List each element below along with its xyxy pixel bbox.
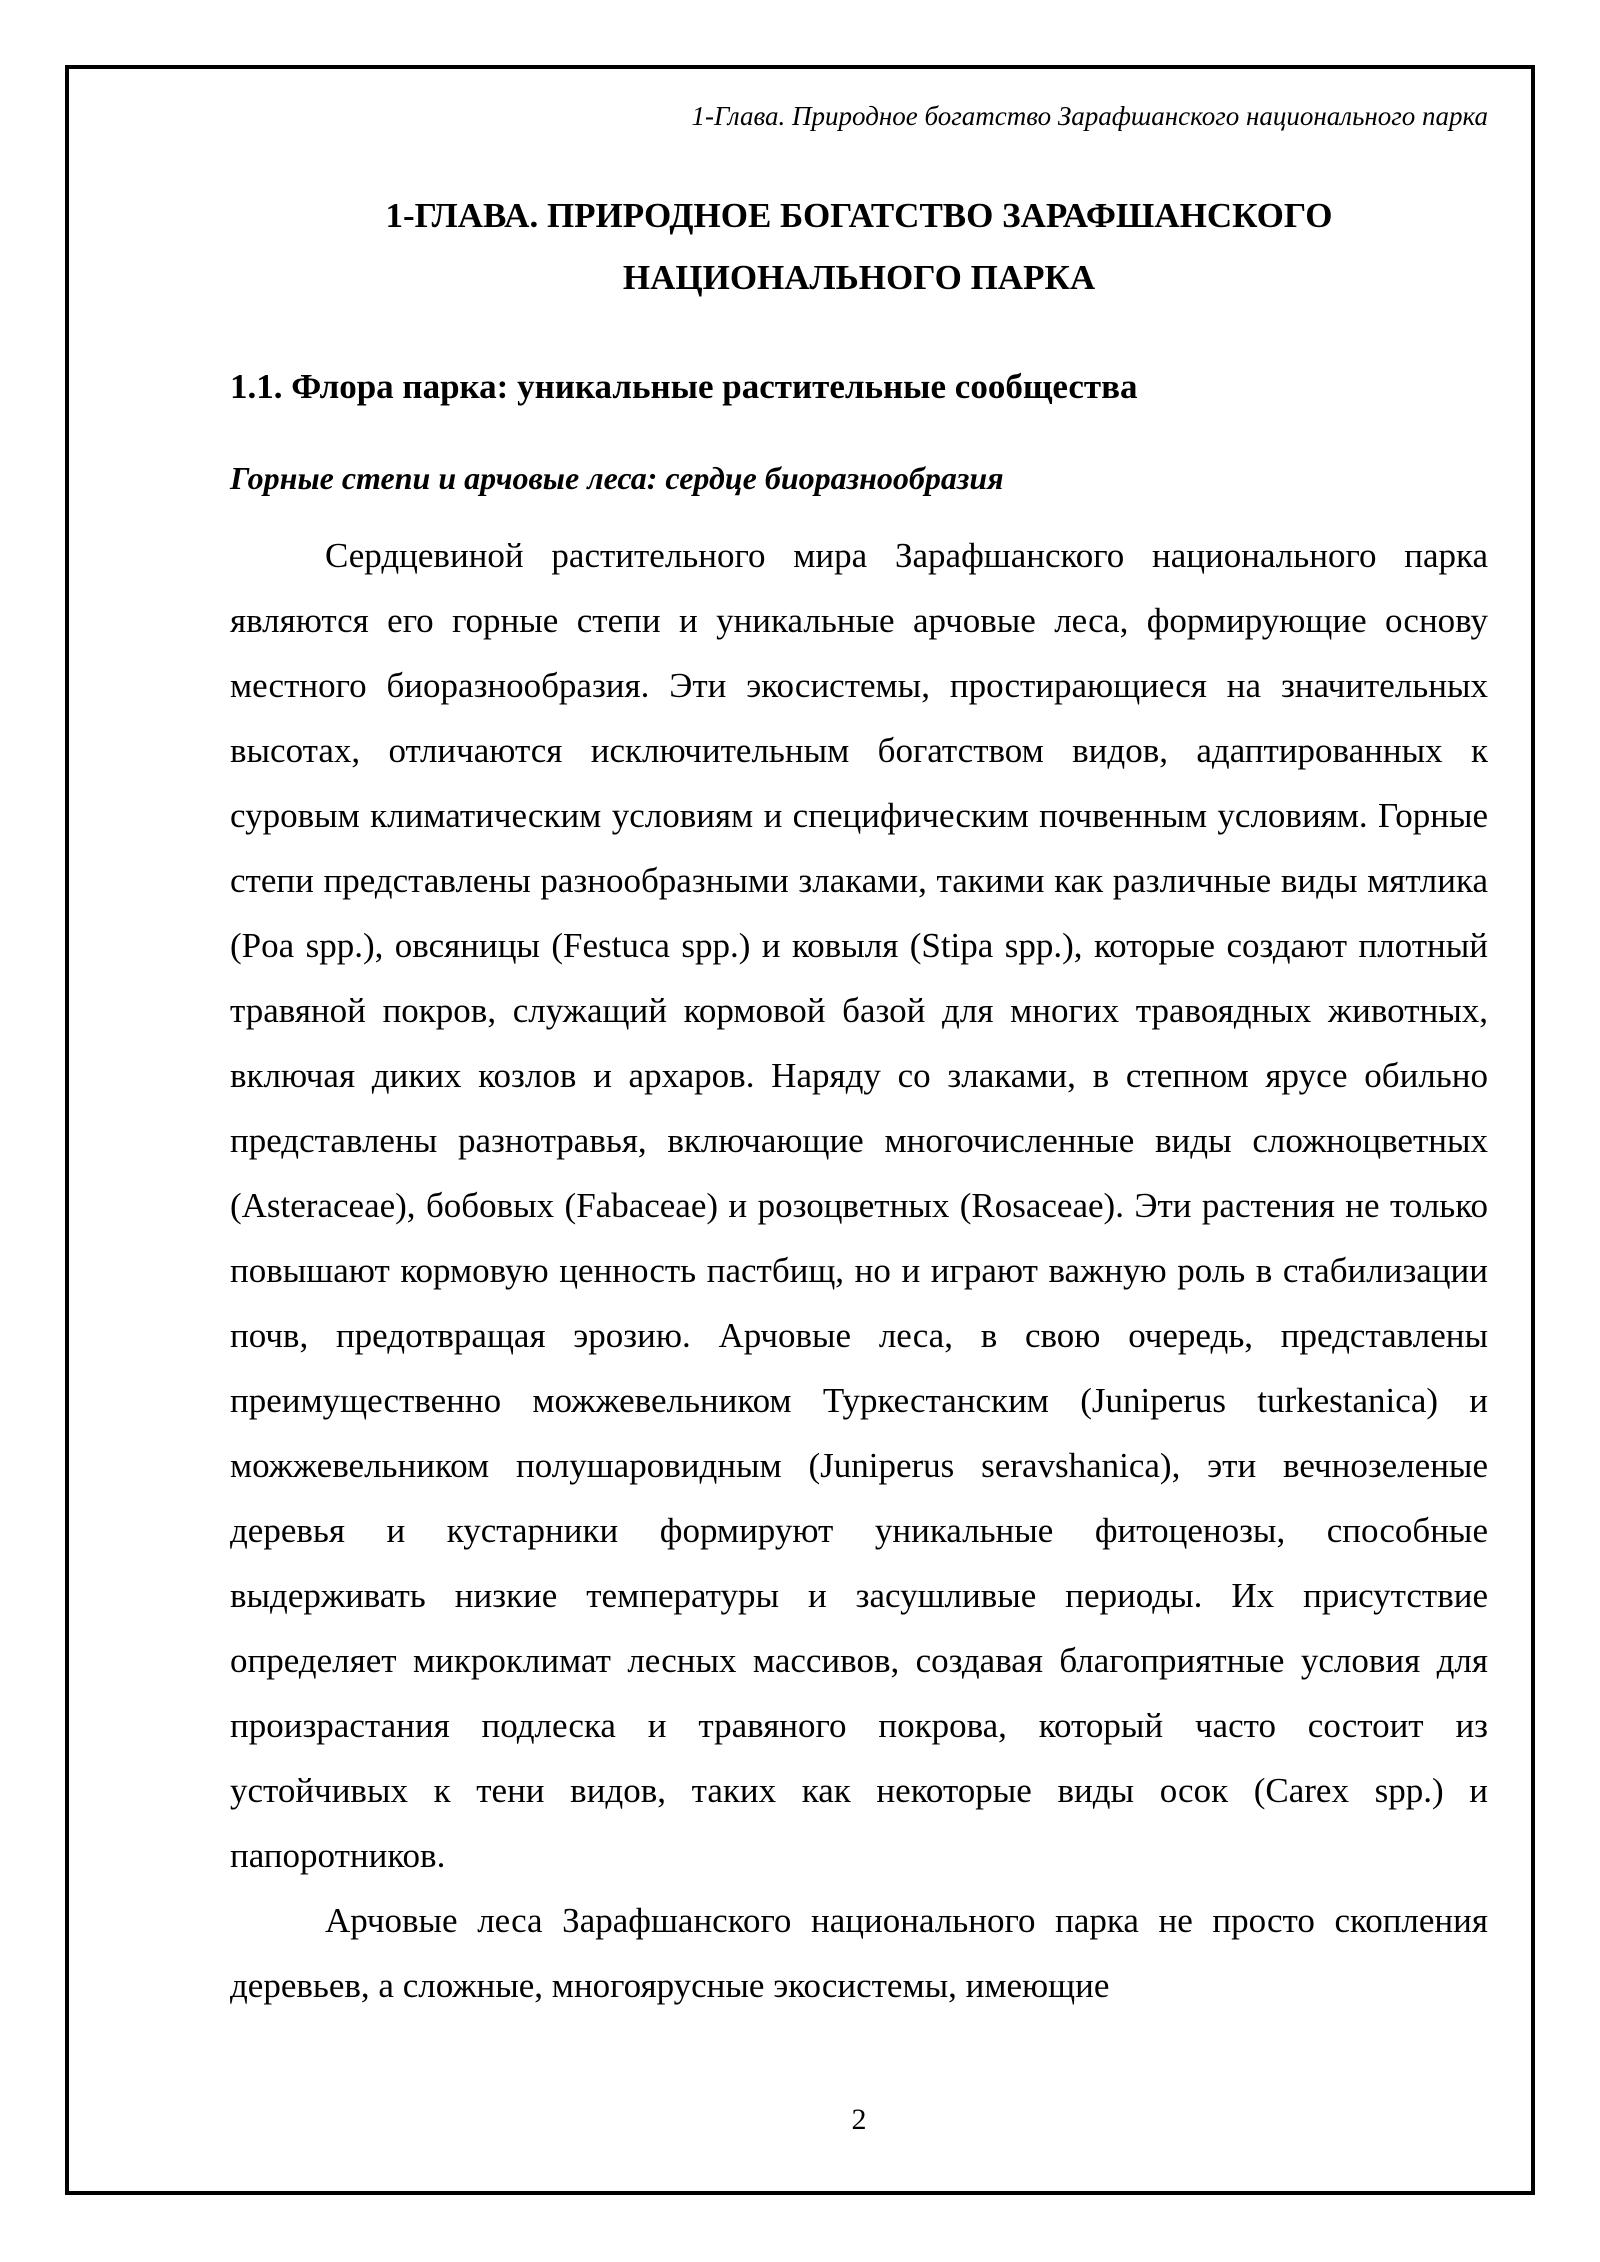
subsection-heading: Горные степи и арчовые леса: сердце биоразнообразия [230, 460, 1004, 496]
chapter-title-line-2: НАЦИОНАЛЬНОГО ПАРКА [622, 258, 1096, 297]
paragraph-1: Сердцевиной растительного мира Зарафшанского национального парка являются его горные степи и уникальные арчовые леса, формирующие основу местного биоразнообразия. Эти экосистемы, простирающиеся на значительных высотах, отличаются исключительным богатством видов, адаптированных к суровым климатическим условиям и специфическим почвенным условиям. Горные степи представлены разнообразными злаками, такими как различные виды мятлика (Poa spp.), овсяницы (Festuca spp.) и ковыля (Stipa spp.), которые создают плотный травяной покров, служащий кормовой базой для многих травоядных животных, включая диких козлов и архаров. Наряду со злаками, в степном ярусе обильно представлены разнотравья, включающие многочисленные виды сложноцветных (Asteraceae), бобовых (Fabaceae) и розоцветных (Rosaceae). Эти растения не только повышают кормовую ценность пастбищ, но и играют важную роль в стабилизации почв, предотвращая эрозию. Арчовые леса, в свою очередь, представлены преимущественно можжевельником Туркестанским (Juniperus turkestanica) и можжевельником полушаровидным (Juniperus seravshanica), эти вечнозеленые деревья и кустарники формируют уникальные фитоценозы, способные выдерживать низкие температуры и засушливые периоды. Их присутствие определяет микроклимат лесных массивов, создавая благоприятные условия для произрастания подлеска и травяного покрова, который часто состоит из устойчивых к тени видов, таких как некоторые виды осок (Carex spp.) и папоротников. [230, 536, 1488, 1875]
chapter-title-line-1: 1-ГЛАВА. ПРИРОДНОЕ БОГАТСТВО ЗАРАФШАНСКОГО [385, 196, 1333, 235]
running-header: 1-Глава. Природное богатство Зарафшанского национального парка [691, 101, 1488, 131]
chapter-title [230, 185, 1488, 309]
page-number: 2 [851, 2103, 867, 2136]
body-text [230, 523, 1488, 2018]
section-heading: 1.1. Флора парка: уникальные растительные сообщества [230, 367, 1138, 406]
paragraph-2: Арчовые леса Зарафшанского национального парка не просто скопления деревьев, а сложные, многоярусные экосистемы, имеющие [230, 1901, 1488, 2005]
